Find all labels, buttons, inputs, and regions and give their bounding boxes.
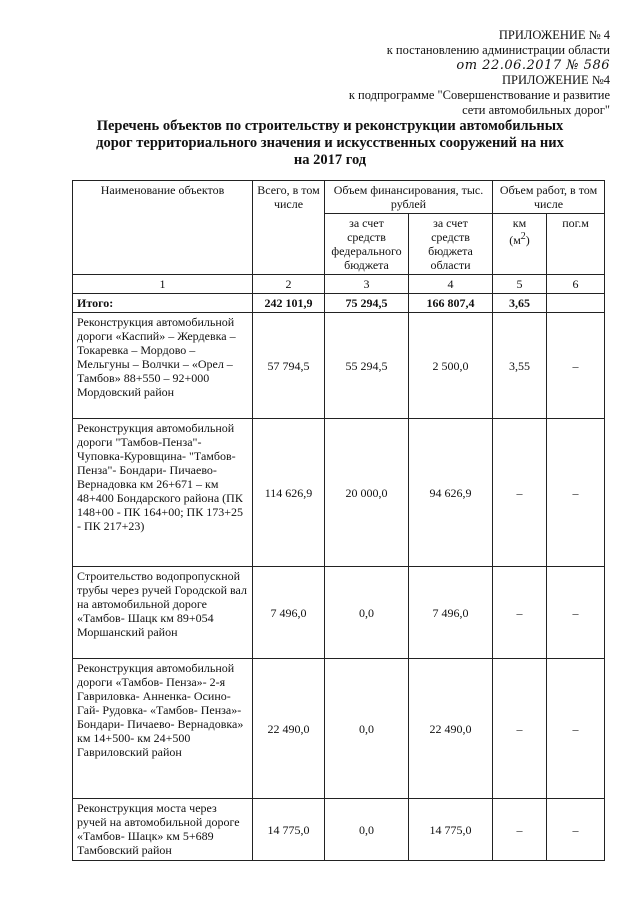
header-finance: Объем финансирования, тыс. рублей — [325, 181, 493, 214]
objects-table — [72, 180, 605, 861]
header-name: Наименование объектов — [73, 181, 253, 275]
total-federal: 75 294,5 — [325, 294, 409, 313]
object-km: 3,55 — [493, 313, 547, 419]
object-federal: 0,0 — [325, 659, 409, 799]
object-name: Реконструкция моста через ручей на автомобильной дороге «Тамбов- Шацк» км 5+689 Тамбовский район — [73, 799, 253, 861]
object-regional: 22 490,0 — [409, 659, 493, 799]
index-cell: 1 — [73, 275, 253, 294]
index-cell: 4 — [409, 275, 493, 294]
object-total: 14 775,0 — [253, 799, 325, 861]
object-regional: 7 496,0 — [409, 567, 493, 659]
handwritten-date-number: от 22.06.2017 № 586 — [456, 58, 610, 73]
appendix-header-2 — [349, 73, 610, 118]
table-row — [73, 419, 605, 567]
object-km: – — [493, 567, 547, 659]
header-works: Объем работ, в том числе — [493, 181, 605, 214]
table-row — [73, 567, 605, 659]
header-km — [493, 214, 547, 275]
total-pogm — [547, 294, 605, 313]
object-federal: 0,0 — [325, 799, 409, 861]
total-sum: 242 101,9 — [253, 294, 325, 313]
object-regional: 2 500,0 — [409, 313, 493, 419]
object-name: Реконструкция автомобильной дороги «Тамбов- Пенза»- 2-я Гавриловка- Анненка- Осино- Гай- Рудовка- «Тамбов- Пенза»- Бондари- Пичаево- Вернадовка» км 14+500- км 24+500 Гавриловский район — [73, 659, 253, 799]
index-cell: 5 — [493, 275, 547, 294]
index-cell: 3 — [325, 275, 409, 294]
appendix-subtitle-2a: к подпрограмме "Совершенствование и развитие — [348, 88, 610, 102]
object-total: 114 626,9 — [253, 419, 325, 567]
header-km-unit: (м — [509, 233, 521, 247]
object-name: Строительство водопропускной трубы через ручей Городской вал на автомобильной дороге «Тамбов- Шацк км 89+054 Моршанский район — [73, 567, 253, 659]
object-pogm: – — [547, 659, 605, 799]
title-line-1: Перечень объектов по строительству и реконструкции автомобильных — [96, 118, 564, 134]
document-title — [60, 118, 600, 169]
index-cell: 6 — [547, 275, 605, 294]
title-line-3: на 2017 год — [293, 152, 367, 168]
header-pogm: пог.м — [547, 214, 605, 275]
table-index-row — [73, 275, 605, 294]
total-regional: 166 807,4 — [409, 294, 493, 313]
object-pogm: – — [547, 799, 605, 861]
object-pogm: – — [547, 419, 605, 567]
table-row — [73, 659, 605, 799]
object-km: – — [493, 419, 547, 567]
header-total: Всего, в том числе — [253, 181, 325, 275]
header-km-sup: 2 — [520, 231, 526, 242]
table-header-row-1 — [73, 181, 605, 214]
header-km-label: км — [512, 216, 527, 230]
object-pogm: – — [547, 313, 605, 419]
total-km: 3,65 — [493, 294, 547, 313]
object-total: 22 490,0 — [253, 659, 325, 799]
object-total: 7 496,0 — [253, 567, 325, 659]
object-federal: 0,0 — [325, 567, 409, 659]
appendix-title-1: ПРИЛОЖЕНИЕ № 4 — [498, 28, 610, 42]
object-km: – — [493, 659, 547, 799]
appendix-header-1 — [387, 28, 610, 73]
object-name: Реконструкция автомобильной дороги "Тамбов-Пенза"- Чуповка-Куровщина- "Тамбов-Пенза"- Бондари- Пичаево- Вернадовка км 26+671 – км 48+400 Бондарского района (ПК 148+00 - ПК 164+00; ПК 173+25 - ПК 217+23) — [73, 419, 253, 567]
table-total-row — [73, 294, 605, 313]
object-km: – — [493, 799, 547, 861]
appendix-title-2: ПРИЛОЖЕНИЕ №4 — [501, 73, 610, 87]
index-cell: 2 — [253, 275, 325, 294]
total-label: Итого: — [73, 294, 253, 313]
table-row — [73, 799, 605, 861]
table-row — [73, 313, 605, 419]
object-regional: 94 626,9 — [409, 419, 493, 567]
object-federal: 20 000,0 — [325, 419, 409, 567]
appendix-subtitle-2b: сети автомобильных дорог" — [462, 103, 610, 117]
header-regional: за счет средств бюджета области — [409, 214, 493, 275]
header-km-close: ) — [525, 233, 530, 247]
object-pogm: – — [547, 567, 605, 659]
object-total: 57 794,5 — [253, 313, 325, 419]
title-line-2: дорог территориального значения и искусственных сооружений на них — [96, 135, 564, 151]
object-regional: 14 775,0 — [409, 799, 493, 861]
appendix-subtitle-1: к постановлению администрации области — [386, 43, 610, 57]
object-federal: 55 294,5 — [325, 313, 409, 419]
header-federal: за счет средств федерального бюджета — [325, 214, 409, 275]
object-name: Реконструкция автомобильной дороги «Каспий» – Жердевка – Токаревка – Мордово – Мельгуны – Волчки – «Орел – Тамбов» 88+550 – 92+000 Мордовский район — [73, 313, 253, 419]
